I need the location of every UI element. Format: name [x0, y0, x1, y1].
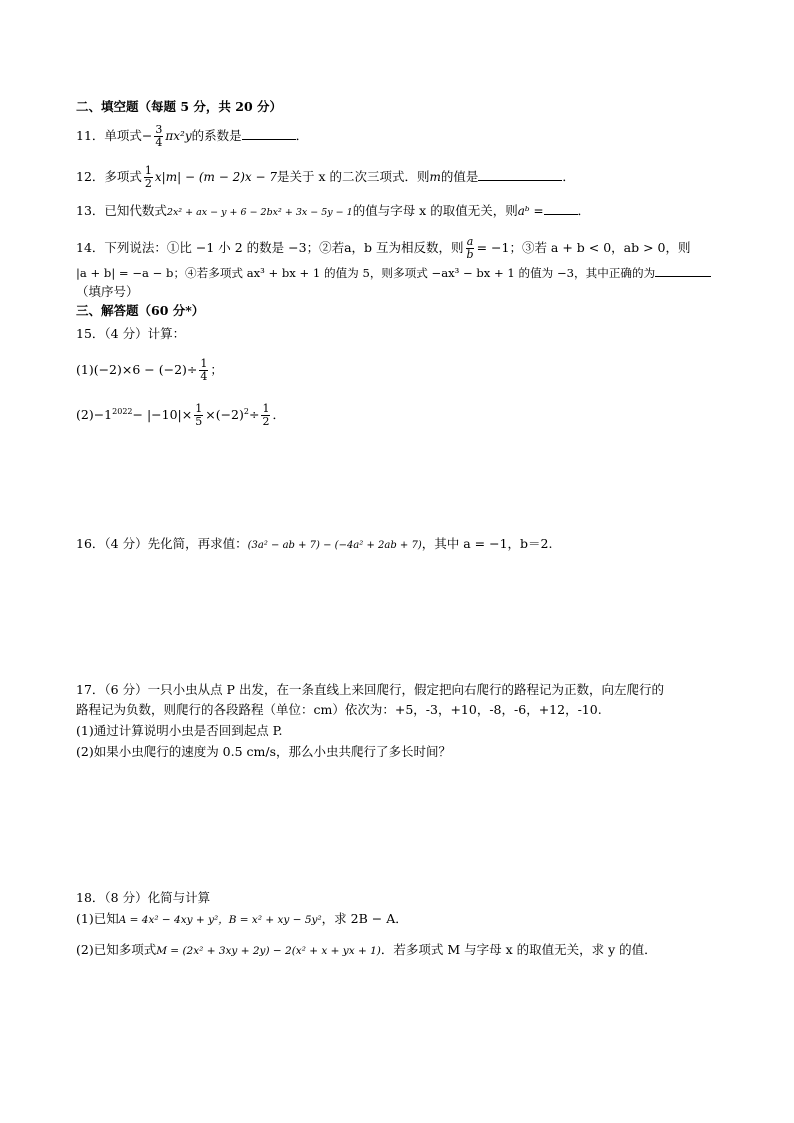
q15-p2-exp2: 2: [243, 407, 249, 416]
q18-p2-expression: M = (2x² + 3xy + 2y) − 2(x² + x + yx + 1): [156, 945, 381, 957]
q14-part-a: 14．下列说法：①比 −1 小 2 的数是 −3；②若: [76, 240, 345, 255]
q13-prefix: 13．已知代数式: [76, 203, 167, 218]
q12-fraction: [144, 165, 153, 190]
q11-frac-num: 3: [155, 123, 163, 136]
question-14-line-1: [76, 236, 724, 261]
q11-term: πx²y: [165, 129, 192, 143]
q16-expression: (3a² − ab + 7) − (−4a² + 2ab + 7): [247, 540, 422, 551]
q11-fraction: [154, 124, 163, 149]
q13-end: ．: [577, 203, 591, 218]
q17-line-2: 路程记为负数，则爬行的各段路程（单位：cm）依次为：+5，-3，+10，-8，-6，+12，-10.: [76, 702, 602, 717]
q15-p2-d: ÷: [248, 407, 260, 422]
question-12: [76, 165, 724, 190]
q17-line-1: 17．（6 分）一只小虫从点 P 出发，在一条直线上来回爬行，假定把向右爬行的路程记为正数，向左爬行的: [76, 682, 664, 697]
q18-title: 18．（8 分）化简与计算: [76, 890, 211, 905]
q18-p1-expression: A = 4x² − 4xy + y²，B = x² + xy − 5y²: [118, 914, 322, 926]
q14-frac-den: b: [466, 248, 474, 261]
q12-expression: x|m| − (m − 2)x − 7: [154, 170, 277, 184]
question-14-line-2: [76, 264, 724, 281]
q14-line-2-text: |a + b| = −a − b；④若多项式 ax³ + bx + 1 的值为 5，则多项式 −ax³ − bx + 1 的值为 −3，其中正确的为: [76, 266, 656, 280]
question-16: [76, 536, 724, 554]
q11-suffix: 的系数是: [191, 128, 242, 143]
q13-expression-2: aᵇ =: [517, 204, 544, 218]
q16-values: ，其中 a = −1，b＝2.: [421, 536, 553, 551]
q18-part-1: [76, 911, 724, 928]
q12-var: m: [429, 170, 441, 184]
q15-part-1: [76, 358, 724, 383]
q15-p2-fraction-2: [261, 403, 270, 428]
q18-p2-end: ．若多项式 M 与字母 x 的取值无关，求 y 的值．: [380, 942, 657, 957]
q17-part-1: (1)通过计算说明小虫是否回到起点 P.: [76, 723, 283, 738]
question-11: [76, 124, 724, 149]
q15-title: 15．（4 分）计算：: [76, 326, 186, 341]
q11-prefix: 11．单项式: [76, 128, 142, 143]
q18-p2-text: (2)已知多项式: [76, 942, 157, 957]
q15-p1-text: (1)(−2)×6 − (−2)÷: [76, 362, 198, 377]
q12-answer-blank[interactable]: [478, 168, 562, 181]
q15-p2-den2: 2: [262, 415, 270, 428]
q15-p1-fraction: [199, 358, 208, 383]
section-header-fill-blank: 二、填空题（每题 5 分，共 20 分）: [76, 99, 283, 114]
q15-p2-den1: 5: [195, 415, 203, 428]
q11-answer-blank[interactable]: [242, 127, 296, 140]
q14-frac-num: a: [466, 235, 474, 248]
question-13: [76, 202, 724, 221]
q12-frac-den: 2: [144, 177, 152, 190]
q14-part-c: = −1；③若 a + b < 0，ab > 0，则: [476, 240, 691, 255]
q12-frac-num: 1: [144, 164, 152, 177]
q18-p1-text: (1)已知: [76, 911, 119, 926]
q14-part-b: a，b 互为相反数，则: [344, 240, 464, 255]
q15-p1-den: 4: [200, 370, 208, 383]
q12-suffix: 的值是: [440, 169, 479, 184]
q14-fraction: [466, 236, 475, 261]
q15-p1-num: 1: [200, 357, 208, 370]
q15-p2-fraction-1: [194, 403, 203, 428]
q14-line-3: （填序号）: [76, 284, 139, 299]
q11-end: ．: [295, 128, 309, 143]
q18-p1-end: ，求 2B − A．: [321, 911, 408, 926]
q16-text: 16．（4 分）先化简，再求值：: [76, 536, 248, 551]
q15-p1-end: ；: [210, 362, 223, 377]
q14-answer-blank[interactable]: [655, 264, 711, 277]
q15-p2-num1: 1: [195, 402, 203, 415]
section-header-solve: 三、解答题（60 分*）: [76, 303, 205, 318]
q13-mid: 的值与字母 x 的取值无关，则: [352, 203, 518, 218]
q11-sign: −: [141, 128, 153, 143]
q11-frac-den: 4: [155, 136, 163, 149]
q15-p2-b: − |−10|×: [132, 407, 193, 422]
q15-p2-c: ×(−2): [205, 407, 244, 422]
q15-p2-num2: 1: [262, 402, 270, 415]
q12-mid: 是关于 x 的二次三项式．则: [276, 169, 430, 184]
q12-end: ．: [562, 169, 575, 184]
q15-p2-a: (2)−1: [76, 407, 113, 422]
q15-p2-exp: 2022: [112, 407, 133, 416]
q13-expression: 2x² + ax − y + 6 − 2bx² + 3x − 5y − 1: [166, 207, 353, 218]
q15-p2-end: ．: [272, 407, 285, 422]
q13-answer-blank[interactable]: [544, 202, 578, 215]
q15-part-2: [76, 403, 724, 428]
q12-prefix: 12．多项式: [76, 169, 142, 184]
q17-part-2: (2)如果小虫爬行的速度为 0.5 cm/s，那么小虫共爬行了多长时间？: [76, 744, 452, 759]
q18-part-2: [76, 942, 724, 959]
